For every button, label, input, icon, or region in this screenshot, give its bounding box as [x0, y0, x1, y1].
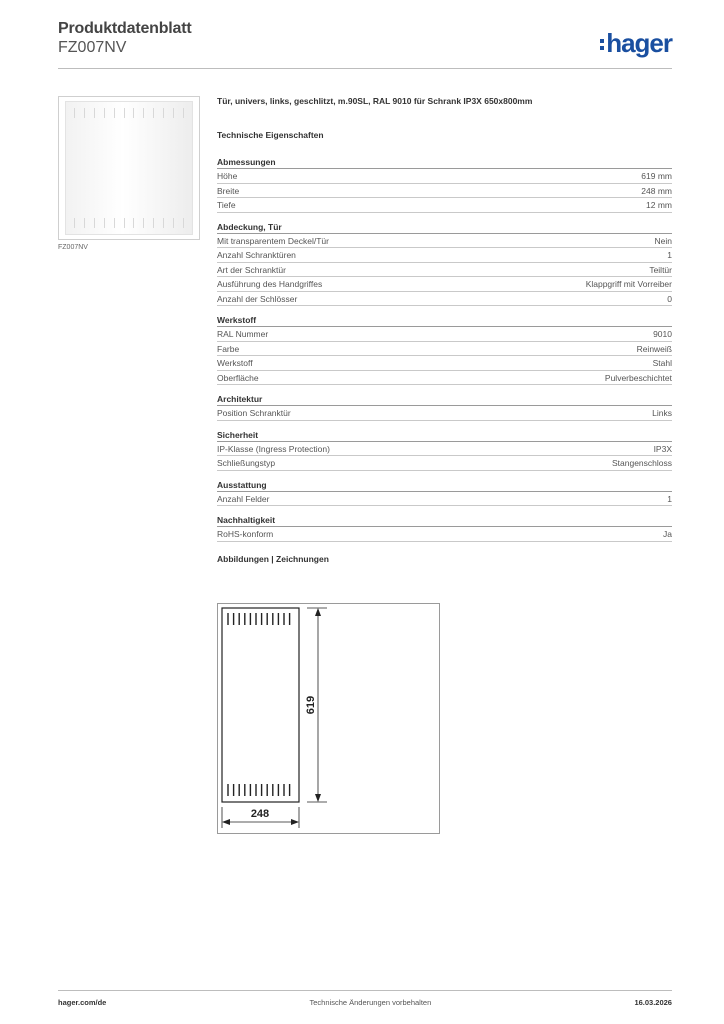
door-dimension-drawing: [218, 604, 439, 833]
product-details: [217, 96, 672, 564]
property-label: RAL Nummer: [217, 329, 269, 339]
page-footer: [58, 998, 672, 1007]
property-value: Klappgriff mit Vorreiber: [585, 279, 672, 289]
page-title: Produktdatenblatt: [58, 20, 192, 37]
door-panel-illustration: [65, 101, 193, 235]
product-description: Tür, univers, links, geschlitzt, m.90SL, RAL 9010 für Schrank IP3X 650x800mm: [217, 96, 533, 106]
property-label: Oberfläche: [217, 372, 259, 383]
section: [217, 221, 672, 307]
property-value: IP3X: [653, 443, 672, 454]
property-row: [217, 184, 672, 199]
property-row: [217, 277, 672, 292]
section-title: Sicherheit: [217, 429, 672, 442]
property-row: [217, 456, 672, 471]
technical-properties-heading: Technische Eigenschaften: [217, 130, 324, 140]
property-value: Stahl: [652, 358, 672, 368]
property-row: [217, 292, 672, 307]
property-label: Werkstoff: [217, 358, 253, 368]
property-row: [217, 356, 672, 371]
property-label: Anzahl Felder: [217, 493, 270, 504]
property-value: 1: [667, 493, 672, 504]
property-value: Stangenschloss: [611, 458, 672, 468]
property-value: 1: [667, 250, 672, 260]
property-label: Tiefe: [217, 200, 236, 210]
property-row: [217, 234, 672, 249]
width-dimension-label: 248: [250, 808, 270, 820]
hager-logo: [600, 28, 672, 59]
section-title: Abdeckung, Tür: [217, 221, 672, 234]
figures-heading: Abbildungen | Zeichnungen: [217, 553, 329, 564]
property-label: Schließungstyp: [217, 458, 276, 468]
header-divider: [58, 68, 672, 69]
footer-date: 16.03.2026: [634, 998, 672, 1007]
bottom-vent-slots: [74, 218, 184, 228]
product-code: FZ007NV: [58, 39, 127, 56]
property-label: Höhe: [217, 171, 238, 181]
image-caption: FZ007NV: [58, 244, 88, 251]
property-value: 248 mm: [641, 185, 672, 196]
property-label: Farbe: [217, 343, 240, 354]
property-label: Position Schranktür: [217, 408, 291, 418]
property-value: Reinweiß: [636, 343, 672, 354]
footer-divider: [58, 990, 672, 991]
property-row: [217, 406, 672, 421]
property-value: Nein: [654, 235, 672, 246]
property-row: [217, 492, 672, 507]
section: [217, 393, 672, 421]
property-label: Art der Schranktür: [217, 264, 286, 275]
section-title: Abmessungen: [217, 156, 672, 169]
section: [217, 429, 672, 471]
property-label: Anzahl Schranktüren: [217, 250, 296, 260]
section: [217, 314, 672, 385]
logo-text: hager: [606, 28, 672, 58]
section-title: Architektur: [217, 393, 672, 406]
property-row: [217, 527, 672, 542]
property-value: Teiltür: [649, 264, 672, 275]
property-row: [217, 198, 672, 213]
properties-sections: [217, 156, 672, 542]
section-title: Ausstattung: [217, 479, 672, 492]
property-label: Anzahl der Schlösser: [217, 293, 298, 304]
footer-note: Technische Änderungen vorbehalten: [309, 998, 432, 1007]
property-value: 619 mm: [641, 171, 672, 181]
logo-dots-icon: [600, 39, 604, 50]
property-value: Ja: [663, 529, 672, 539]
website-link[interactable]: hager.com/de: [58, 998, 107, 1007]
property-row: [217, 442, 672, 457]
property-value: 9010: [653, 329, 672, 339]
technical-drawing: [217, 603, 440, 834]
property-row: [217, 248, 672, 263]
page-header: [58, 20, 192, 57]
property-label: Ausführung des Handgriffes: [217, 279, 323, 289]
section-title: Werkstoff: [217, 314, 672, 327]
section: [217, 479, 672, 507]
property-label: IP-Klasse (Ingress Protection): [217, 443, 330, 454]
property-row: [217, 342, 672, 357]
top-vent-slots: [74, 108, 184, 118]
height-dimension-label: 619: [305, 695, 317, 715]
property-label: Mit transparentem Deckel/Tür: [217, 235, 329, 246]
property-value: 0: [667, 293, 672, 304]
property-label: RoHS-konform: [217, 529, 274, 539]
property-label: Breite: [217, 185, 240, 196]
property-row: [217, 263, 672, 278]
property-row: [217, 327, 672, 342]
section-title: Nachhaltigkeit: [217, 514, 672, 527]
product-image: [58, 96, 200, 240]
property-row: [217, 169, 672, 184]
section: [217, 156, 672, 213]
property-value: Links: [652, 408, 672, 418]
section: [217, 514, 672, 542]
property-value: Pulverbeschichtet: [604, 372, 672, 383]
property-value: 12 mm: [646, 200, 672, 210]
property-row: [217, 371, 672, 386]
